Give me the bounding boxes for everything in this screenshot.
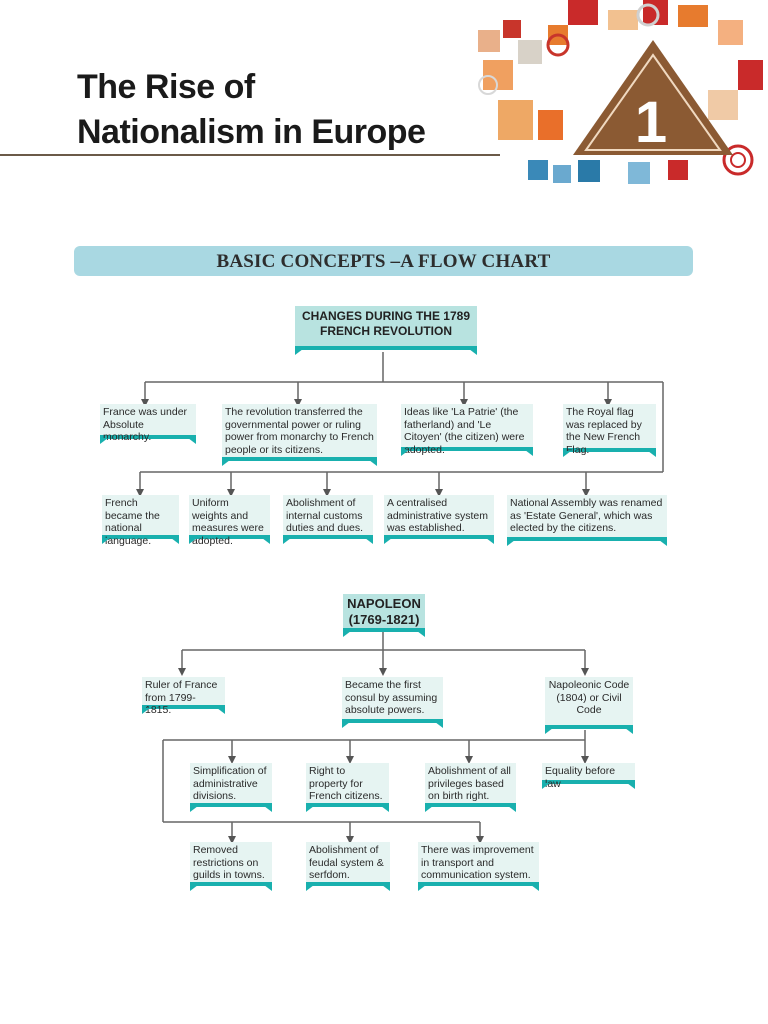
chart2-row2-node-1: Simplification of administrative divisions. [190,763,272,807]
chart1-root-node: CHANGES DURING THE 1789 FRENCH REVOLUTION [295,306,477,350]
chart2-root-node [343,594,425,632]
chart1-row2-node-2: Uniform weights and measures were adopted. [189,495,270,539]
chart2-root-years: (1769-1821) [348,612,420,627]
chart1-row1-node-4: The Royal flag was replaced by the New French Flag. [563,404,656,452]
chart2-row1-node-2: Became the first consul by assuming absolute powers. [342,677,443,723]
chart1-row2-node-5: National Assembly was renamed as 'Estate General', which was elected by the citizens. [507,495,667,541]
chart2-row1-node-3: Napoleonic Code (1804) or Civil Code [545,677,633,729]
page-title-line-2: Nationalism in Europe [77,113,426,151]
chart2-row2-node-4: Equality before law [542,763,635,784]
chart2-row2-node-2: Right to property for French citizens. [306,763,389,807]
chart2-row2-node-3: Abolishment of all privileges based on birth right. [425,763,516,807]
section-banner: BASIC CONCEPTS –A FLOW CHART [74,246,693,276]
chart2-root-name: NAPOLEON [347,596,421,611]
chart2-row3-node-1: Removed restrictions on guilds in towns. [190,842,272,886]
chart1-row1-node-2: The revolution transferred the governmental power or ruling power from monarchy to French people or its citizens. [222,404,377,461]
chart1-row1-node-3: Ideas like 'La Patrie' (the fatherland) and 'Le Citoyen' (the citizen) were adopted. [401,404,533,451]
chapter-number: 1 [634,90,668,155]
page-title-line-1: The Rise of [77,68,255,106]
chart2-row3-node-2: Abolishment of feudal system & serfdom. [306,842,390,886]
chart1-row1-node-1: France was under Absolute monarchy. [100,404,196,439]
chart1-row2-node-1: French became the national language. [102,495,179,539]
chart1-row2-node-3: Abolishment of internal customs duties and dues. [283,495,373,539]
chart2-row3-node-3: There was improvement in transport and communication system. [418,842,539,886]
chart2-row1-node-1: Ruler of France from 1799-1815. [142,677,225,709]
chart1-row2-node-4: A centralised administrative system was established. [384,495,494,539]
